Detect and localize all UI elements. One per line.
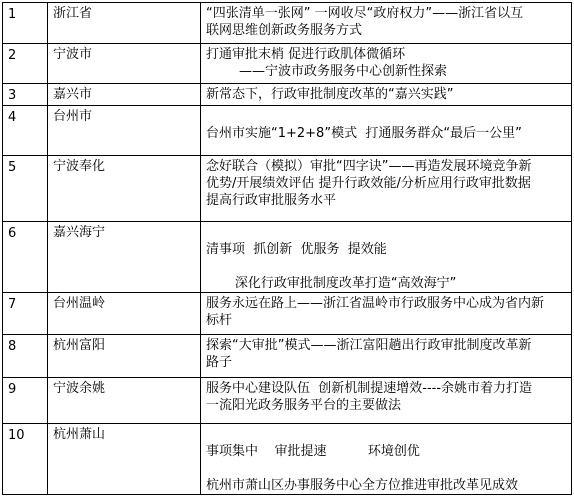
topic-line	[206, 224, 565, 241]
table-row	[3, 424, 572, 495]
topic-line: 优势/开展绩效评估 提升行政效能/分析应用行政审批数据	[206, 176, 531, 191]
region-cell: 台州温岭	[48, 293, 201, 335]
region-cell: 嘉兴海宁	[48, 222, 201, 293]
table-body	[3, 3, 572, 495]
topic-line: 提高行政审批服务水平	[206, 193, 337, 208]
topic-cell	[201, 3, 572, 44]
topic-line: 清事项 抓创新 优服务 提效能	[206, 242, 387, 257]
table-row	[3, 3, 572, 44]
table-row	[3, 44, 572, 84]
region-cell: 宁波余姚	[48, 378, 201, 424]
row-number-cell: 1	[3, 3, 48, 44]
topic-cell	[201, 106, 572, 156]
row-number-cell: 8	[3, 335, 48, 378]
topic-line: 服务永远在路上——浙江省温岭市行政服务中心成为省内新	[206, 296, 545, 311]
row-number-cell: 9	[3, 378, 48, 424]
topic-line: 新常态下，行政审批制度改革的“嘉兴实践”	[206, 87, 454, 102]
row-number-cell: 10	[3, 424, 48, 495]
row-number-cell: 3	[3, 84, 48, 106]
topic-line: 路子	[206, 355, 233, 370]
topic-cell	[201, 293, 572, 335]
topic-cell	[201, 44, 572, 84]
row-number-cell: 7	[3, 293, 48, 335]
topic-cell	[201, 156, 572, 222]
topic-line: 打通审批末梢 促进行政肌体微循环	[206, 47, 406, 62]
region-cell: 嘉兴市	[48, 84, 201, 106]
topic-line: 服务中心建设队伍 创新机制提速增效----余姚市着力打造	[206, 381, 533, 396]
region-cell: 杭州富阳	[48, 335, 201, 378]
topic-cell	[201, 84, 572, 106]
topic-cell	[201, 424, 572, 495]
table-row	[3, 84, 572, 106]
row-number-cell: 5	[3, 156, 48, 222]
table-row	[3, 156, 572, 222]
table-row	[3, 222, 572, 293]
topic-cell	[201, 222, 572, 293]
topic-line	[206, 108, 565, 125]
region-cell: 杭州萧山	[48, 424, 201, 495]
topic-line: 事项集中 审批提速 环境创优	[206, 444, 420, 459]
topic-line	[206, 426, 565, 443]
table-row	[3, 378, 572, 424]
topic-line	[206, 258, 565, 275]
row-number-cell: 2	[3, 44, 48, 84]
topic-cell	[201, 335, 572, 378]
region-cell: 宁波奉化	[48, 156, 201, 222]
table-row	[3, 335, 572, 378]
topic-line: 念好联合（模拟）审批“四字诀”——再造发展环境竞争新	[206, 159, 532, 174]
region-cell: 宁波市	[48, 44, 201, 84]
topic-line: 台州市实施“1+2+8”模式 打通服务群众“最后一公里”	[206, 126, 522, 141]
row-number-cell: 6	[3, 222, 48, 293]
region-cell: 浙江省	[48, 3, 201, 44]
topic-line: ——宁波市政务服务中心创新性探索	[206, 64, 448, 79]
topic-line: 标杆	[206, 313, 233, 328]
reform-cases-table	[2, 2, 572, 495]
topic-line: 杭州市萧山区办事服务中心全方位推进审批改革见成效	[206, 478, 519, 493]
row-number-cell: 4	[3, 106, 48, 156]
topic-line: 联网思维创新政务服务方式	[206, 23, 363, 38]
topic-line: “四张清单一张网” 一网收尽“政府权力”——浙江省以互	[206, 6, 524, 21]
topic-line: 一流阳光政务服务平台的主要做法	[206, 398, 402, 413]
region-cell: 台州市	[48, 106, 201, 156]
topic-line: 探索“大审批”模式——浙江富阳趟出行政审批制度改革新	[206, 338, 532, 353]
topic-line	[206, 460, 565, 477]
topic-cell	[201, 378, 572, 424]
table-row	[3, 293, 572, 335]
topic-line: 深化行政审批制度改革打造“高效海宁”	[206, 276, 457, 291]
table-row	[3, 106, 572, 156]
